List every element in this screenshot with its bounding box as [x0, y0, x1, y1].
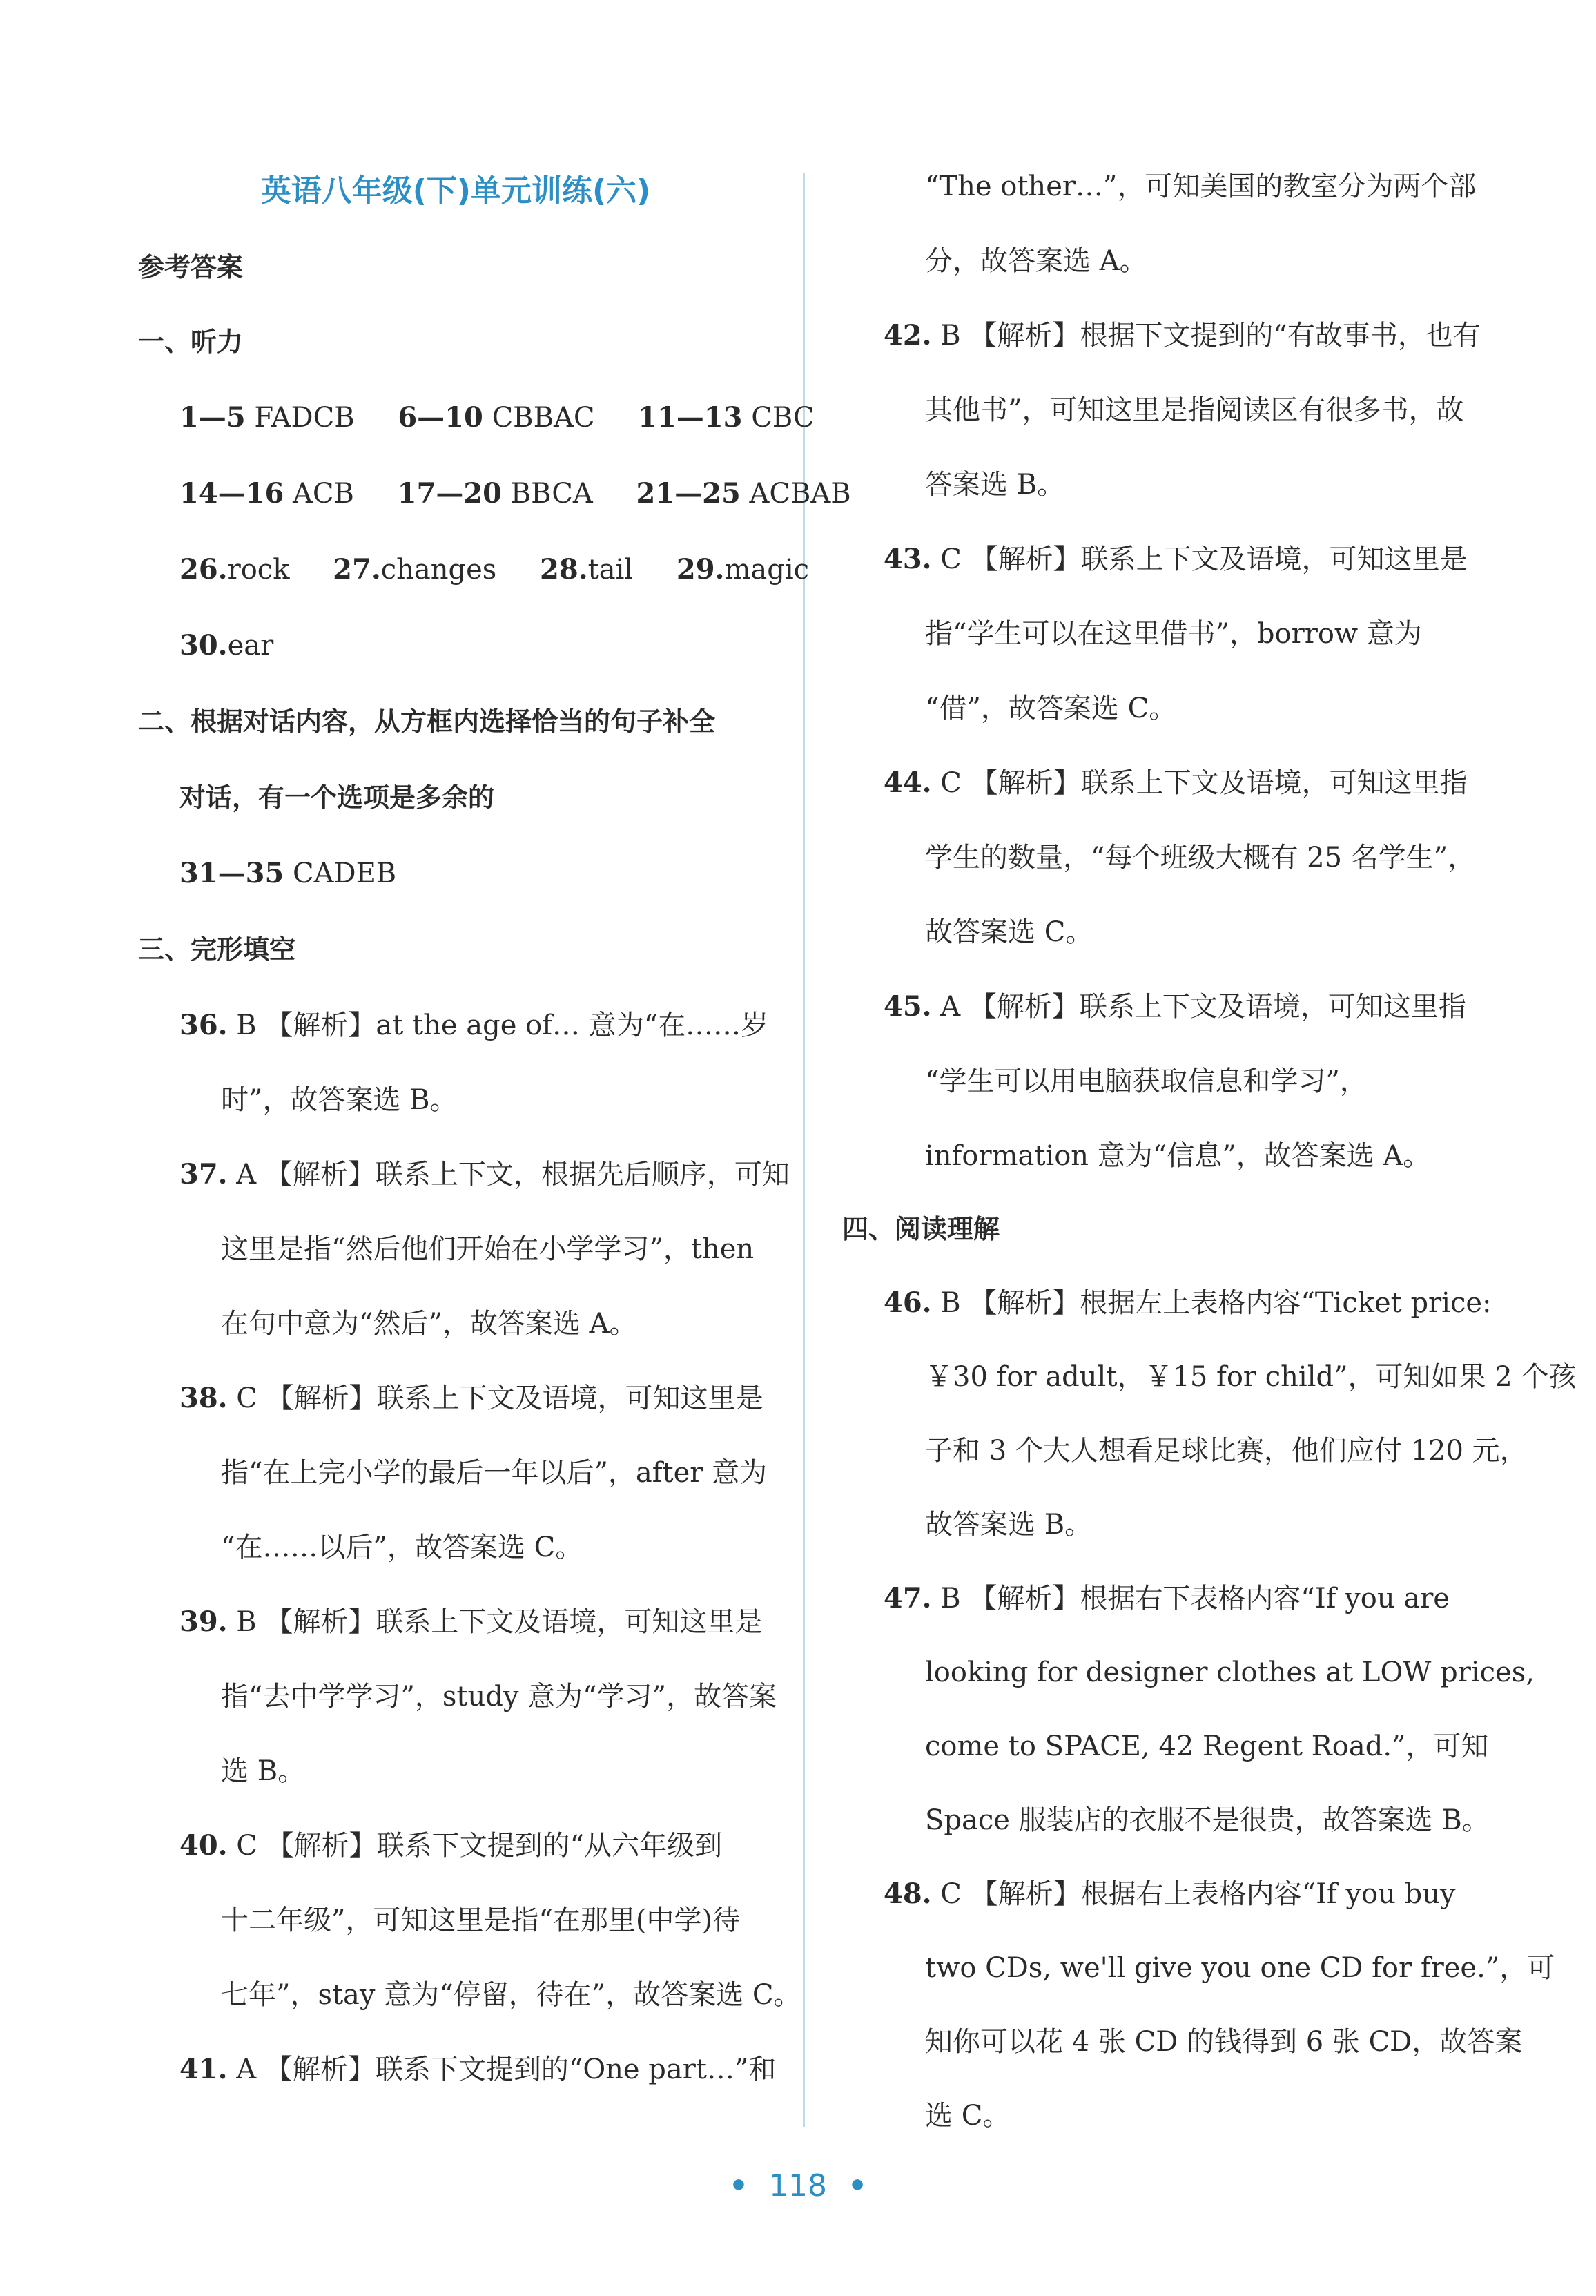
text-line: [925, 1139, 1430, 1173]
page-title: 英语八年级(下)单元训练(六): [260, 173, 651, 209]
text-line: [925, 915, 1093, 949]
text-line: [884, 542, 1468, 577]
question-number: 43.: [884, 543, 932, 575]
section-dialogue-heading: 二、根据对话内容，从方框内选择恰当的句子补全: [138, 706, 716, 737]
explanation-text: Space 服装店的衣服不是很贵，故答案选 B。: [925, 1804, 1490, 1836]
explanation-text: 选 C。: [925, 2100, 1011, 2132]
section-dialogue-heading-cont: 对话，有一个选项是多余的: [179, 782, 495, 813]
explanation-text: C 【解析】联系下文提到的“从六年级到: [227, 1830, 723, 1862]
section-cloze-heading: 三、完形填空: [138, 934, 296, 965]
explanation-text: A 【解析】联系上下文，根据先后顺序，可知: [227, 1159, 790, 1190]
explanation-text: B 【解析】根据左上表格内容“Ticket price:: [931, 1287, 1492, 1319]
text-line: [884, 990, 1466, 1024]
question-number: 36.: [179, 1009, 228, 1041]
answer-value: ear: [227, 630, 274, 662]
question-number: 42.: [884, 319, 932, 351]
text-line: [925, 1655, 1535, 1690]
text-line: [221, 1754, 305, 1788]
text-line: [925, 1951, 1555, 1985]
explanation-text: 故答案选 C。: [925, 916, 1093, 948]
text-line: [925, 840, 1475, 875]
answer-value: BBCA: [510, 478, 593, 510]
listening-row-3: [179, 552, 809, 587]
text-line: [884, 318, 1481, 353]
explanation-text: A 【解析】联系下文提到的“One part…”和: [227, 2054, 777, 2085]
text-line: [925, 1507, 1092, 1542]
text-line: [925, 393, 1463, 427]
text-line: [925, 1729, 1488, 1764]
dialogue-answers: [179, 856, 396, 891]
section-listening-heading: 一、听力: [138, 327, 244, 357]
text-line: [925, 2025, 1522, 2059]
explanation-text: 时”，故答案选 B。: [221, 1084, 458, 1116]
explanation-text: C 【解析】根据右上表格内容“If you buy: [931, 1878, 1456, 1910]
answer-number: 30.: [179, 629, 228, 662]
text-line: [179, 1605, 762, 1639]
question-number: 38.: [179, 1382, 228, 1414]
explanation-text: 这里是指“然后他们开始在小学学习”，then: [221, 1233, 755, 1265]
explanation-text: “The other…”，可知美国的教室分为两个部: [925, 171, 1477, 202]
text-line: [221, 1679, 777, 1714]
answer-range: 21—25: [636, 477, 741, 510]
explanation-text: 在句中意为“然后”，故答案选 A。: [221, 1308, 637, 1340]
explanation-text: 子和 3 个大人想看足球比赛，他们应付 120 元，: [925, 1435, 1528, 1467]
answer-value: CBBAC: [492, 402, 595, 434]
answer-number: 27.: [333, 553, 381, 586]
explanation-text: C 【解析】联系上下文及语境，可知这里是: [931, 543, 1468, 575]
page-dot-left: •: [728, 2168, 748, 2203]
explanation-text: B 【解析】at the age of… 意为“在……岁: [227, 1010, 769, 1041]
answer-range: 1—5: [179, 401, 246, 434]
answer-number: 28.: [540, 553, 588, 586]
question-number: 39.: [179, 1605, 228, 1638]
answer-value: ACBAB: [749, 478, 851, 510]
answer-range: 31—35: [179, 857, 284, 889]
text-line: [221, 1306, 637, 1341]
text-line: [925, 467, 1064, 502]
question-number: 41.: [179, 2053, 228, 2085]
text-line: [925, 1360, 1576, 1394]
explanation-text: ￥30 for adult，￥15 for child”，可知如果 2 个孩: [925, 1361, 1577, 1393]
text-line: [179, 1008, 768, 1043]
section-reading-heading: 四、阅读理解: [842, 1214, 1000, 1244]
text-line: [221, 1456, 767, 1490]
explanation-text: “借”，故答案选 C。: [925, 693, 1177, 724]
explanation-text: 故答案选 B。: [925, 1509, 1093, 1541]
explanation-text: 其他书”，可知这里是指阅读区有很多书，故: [925, 394, 1464, 426]
listening-row-2: [179, 476, 851, 511]
explanation-text: 知你可以花 4 张 CD 的钱得到 6 张 CD，故答案: [925, 2026, 1523, 2058]
answer-value: tail: [587, 554, 634, 586]
explanation-text: 指“去中学学习”，study 意为“学习”，故答案: [221, 1681, 777, 1713]
answer-value: FADCB: [254, 402, 355, 434]
text-line: [925, 244, 1147, 278]
explanation-text: “在……以后”，故答案选 C。: [221, 1532, 583, 1563]
explanation-text: 答案选 B。: [925, 469, 1065, 501]
text-line: [221, 1083, 458, 1117]
text-line: [925, 617, 1422, 651]
text-line: [884, 766, 1468, 800]
answer-value: CBC: [751, 402, 815, 434]
question-number: 46.: [884, 1286, 932, 1319]
page-number-text: 118: [769, 2168, 827, 2203]
explanation-text: 指“在上完小学的最后一年以后”，after 意为: [221, 1457, 768, 1489]
answer-range: 11—13: [638, 401, 743, 434]
page-dot-right: •: [847, 2168, 868, 2203]
text-line: [884, 1877, 1456, 1911]
answer-value: CADEB: [293, 858, 397, 889]
text-line: [221, 1232, 754, 1266]
answer-label: 参考答案: [138, 252, 244, 282]
explanation-text: information 意为“信息”，故答案选 A。: [925, 1140, 1431, 1172]
question-number: 44.: [884, 766, 932, 799]
question-number: 45.: [884, 990, 932, 1023]
text-line: [179, 1381, 763, 1416]
explanation-text: come to SPACE, 42 Regent Road.”，可知: [925, 1730, 1489, 1762]
answer-range: 6—10: [398, 401, 483, 434]
question-number: 48.: [884, 1878, 932, 1910]
text-line: [925, 1064, 1368, 1099]
explanation-text: 分，故答案选 A。: [925, 245, 1147, 277]
answer-range: 14—16: [179, 477, 284, 510]
text-line: [221, 1530, 583, 1565]
text-line: [179, 1157, 790, 1192]
text-line: [925, 2099, 1010, 2133]
answer-value: changes: [380, 554, 497, 586]
question-number: 40.: [179, 1829, 228, 1862]
explanation-text: 指“学生可以在这里借书”，borrow 意为: [925, 618, 1422, 650]
answer-value: magic: [724, 554, 810, 586]
answer-value: ACB: [293, 478, 354, 510]
explanation-text: C 【解析】联系上下文及语境，可知这里是: [227, 1382, 763, 1414]
question-number: 47.: [884, 1582, 932, 1614]
explanation-text: 学生的数量，“每个班级大概有 25 名学生”，: [925, 842, 1476, 874]
explanation-text: 七年”，stay 意为“停留，待在”，故答案选 C。: [221, 1979, 801, 2011]
question-number: 37.: [179, 1158, 228, 1190]
listening-row-1: [179, 401, 815, 435]
explanation-text: B 【解析】根据下文提到的“有故事书，也有: [931, 320, 1481, 351]
answer-value: rock: [227, 554, 290, 586]
answer-number: 29.: [676, 553, 725, 586]
text-line: [925, 691, 1176, 726]
text-line: [221, 1903, 740, 1938]
text-line: [925, 169, 1476, 204]
explanation-text: looking for designer clothes at LOW prices,: [925, 1657, 1535, 1688]
page-number: [0, 2168, 1596, 2203]
text-line: [925, 1803, 1490, 1837]
answer-number: 26.: [179, 553, 228, 586]
explanation-text: B 【解析】联系上下文及语境，可知这里是: [227, 1606, 763, 1638]
explanation-text: two CDs, we'll give you one CD for free.”，可: [925, 1952, 1555, 1984]
explanation-text: A 【解析】联系上下文及语境，可知这里指: [931, 991, 1466, 1023]
text-line: [179, 1829, 722, 1863]
text-line: [179, 2052, 776, 2087]
explanation-text: C 【解析】联系上下文及语境，可知这里指: [931, 767, 1468, 799]
explanation-text: B 【解析】根据右下表格内容“If you are: [931, 1583, 1450, 1614]
answer-range: 17—20: [397, 477, 502, 510]
text-line: [221, 1978, 801, 2012]
listening-row-4: [179, 628, 273, 663]
text-line: [925, 1434, 1528, 1468]
text-line: [884, 1286, 1492, 1320]
explanation-text: 十二年级”，可知这里是指“在那里(中学)待: [221, 1904, 741, 1936]
explanation-text: “学生可以用电脑获取信息和学习”，: [925, 1065, 1368, 1097]
text-line: [884, 1581, 1450, 1616]
column-divider: [803, 173, 805, 2127]
explanation-text: 选 B。: [221, 1755, 306, 1787]
